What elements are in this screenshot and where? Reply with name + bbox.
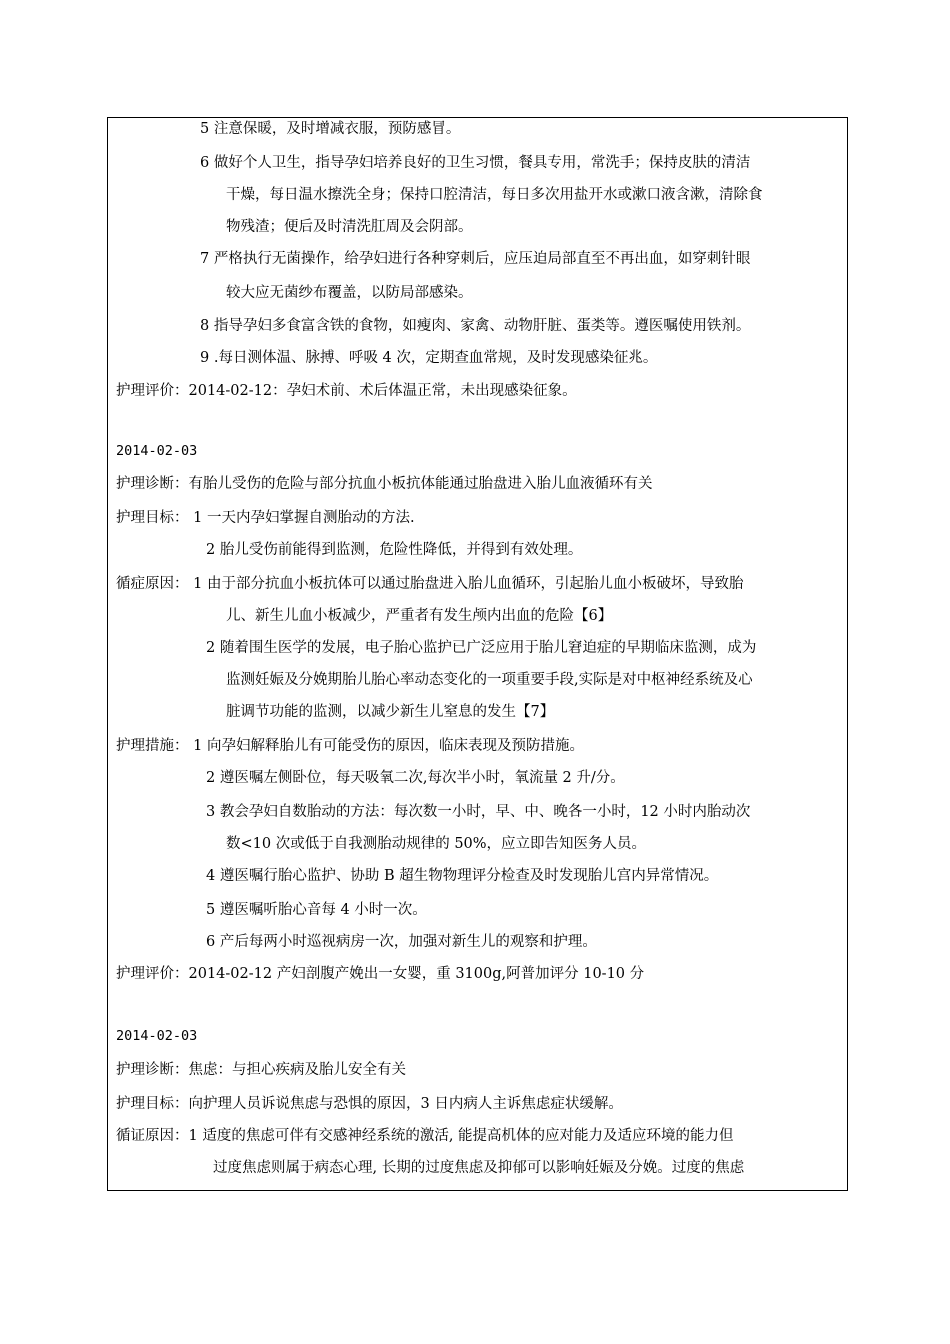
measure-item: 4 遵医嘱行胎心监护、协助 B 超生物物理评分检查及时发现胎儿宫内异常情况。 — [206, 868, 719, 884]
measure-item-8: 8 指导孕妇多食富含铁的食物，如瘦肉、家禽、动物肝脏、蛋类等。遵医嘱使用铁剂。 — [200, 318, 751, 334]
measure-item-9: 9 .每日测体温、脉搏、呼吸 4 次，定期查血常规，及时发现感染征兆。 — [200, 350, 658, 366]
nursing-goal: 护理目标： 1 一天内孕妇掌握自测胎动的方法. — [116, 510, 415, 526]
evidence-reason-item: 2 随着围生医学的发展，电子胎心监护已广泛应用于胎儿窘迫症的早期临床监测，成为 — [206, 640, 757, 656]
evidence-reason: 循证原因：1 适度的焦虑可伴有交感神经系统的激活, 能提高机体的应对能力及适应环境的能力但 — [116, 1128, 734, 1144]
measure-item-cont: 数<10 次或低于自我测胎动规律的 50%，应立即告知医务人员。 — [226, 836, 647, 852]
nursing-goal: 护理目标：向护理人员诉说焦虑与恐惧的原因，3 日内病人主诉焦虑症状缓解。 — [116, 1096, 623, 1112]
measure-item-6-cont: 干燥，每日温水擦洗全身；保持口腔清洁，每日多次用盐开水或漱口液含漱，清除食 — [226, 187, 763, 203]
measure-item-5: 5 注意保暖，及时增减衣服，预防感冒。 — [200, 121, 461, 137]
measure-item: 3 教会孕妇自数胎动的方法：每次数一小时，早、中、晚各一小时，12 小时内胎动次 — [206, 804, 751, 820]
measure-item: 6 产后每两小时巡视病房一次，加强对新生儿的观察和护理。 — [206, 934, 597, 950]
evidence-reason: 循症原因： 1 由于部分抗血小板抗体可以通过胎盘进入胎儿血循环，引起胎儿血小板破坏，导致胎 — [116, 576, 744, 592]
nursing-diagnosis: 护理诊断：有胎儿受伤的危险与部分抗血小板抗体能通过胎盘进入胎儿血液循环有关 — [116, 476, 653, 492]
measure-item-7-cont: 较大应无菌纱布覆盖，以防局部感染。 — [226, 285, 473, 301]
entry-date: 2014-02-03 — [116, 443, 198, 459]
nursing-measures: 护理措施： 1 向孕妇解释胎儿有可能受伤的原因，临床表现及预防措施。 — [116, 738, 584, 754]
measure-item: 2 遵医嘱左侧卧位，每天吸氧二次,每次半小时，氧流量 2 升/分。 — [206, 770, 625, 786]
measure-item-6: 6 做好个人卫生，指导孕妇培养良好的卫生习惯，餐具专用，常洗手；保持皮肤的清洁 — [200, 155, 751, 171]
nursing-evaluation: 护理评价：2014-02-12 产妇剖腹产娩出一女婴，重 3100g,阿普加评分 10-10 分 — [116, 966, 645, 982]
entry-date: 2014-02-03 — [116, 1028, 198, 1044]
nursing-diagnosis: 护理诊断：焦虑：与担心疾病及胎儿安全有关 — [116, 1062, 406, 1078]
measure-item: 5 遵医嘱听胎心音每 4 小时一次。 — [206, 902, 427, 918]
nursing-goal-item: 2 胎儿受伤前能得到监测，危险性降低，并得到有效处理。 — [206, 542, 583, 558]
evidence-reason-cont: 监测妊娠及分娩期胎儿胎心率动态变化的一项重要手段,实际是对中枢神经系统及心 — [226, 672, 753, 688]
evidence-reason-cont: 脏调节功能的监测，以减少新生儿窒息的发生【7】 — [226, 704, 555, 720]
measure-item-6-cont: 物残渣；便后及时清洗肛周及会阴部。 — [226, 219, 473, 235]
evidence-reason-cont: 儿、新生儿血小板减少，严重者有发生颅内出血的危险【6】 — [226, 608, 613, 624]
measure-item-7: 7 严格执行无菌操作，给孕妇进行各种穿刺后，应压迫局部直至不再出血，如穿刺针眼 — [200, 251, 751, 267]
evidence-reason-cont: 过度焦虑则属于病态心理, 长期的过度焦虑及抑郁可以影响妊娠及分娩。过度的焦虑 — [213, 1160, 745, 1176]
nursing-evaluation: 护理评价：2014-02-12：孕妇术前、术后体温正常，未出现感染征象。 — [116, 383, 577, 399]
